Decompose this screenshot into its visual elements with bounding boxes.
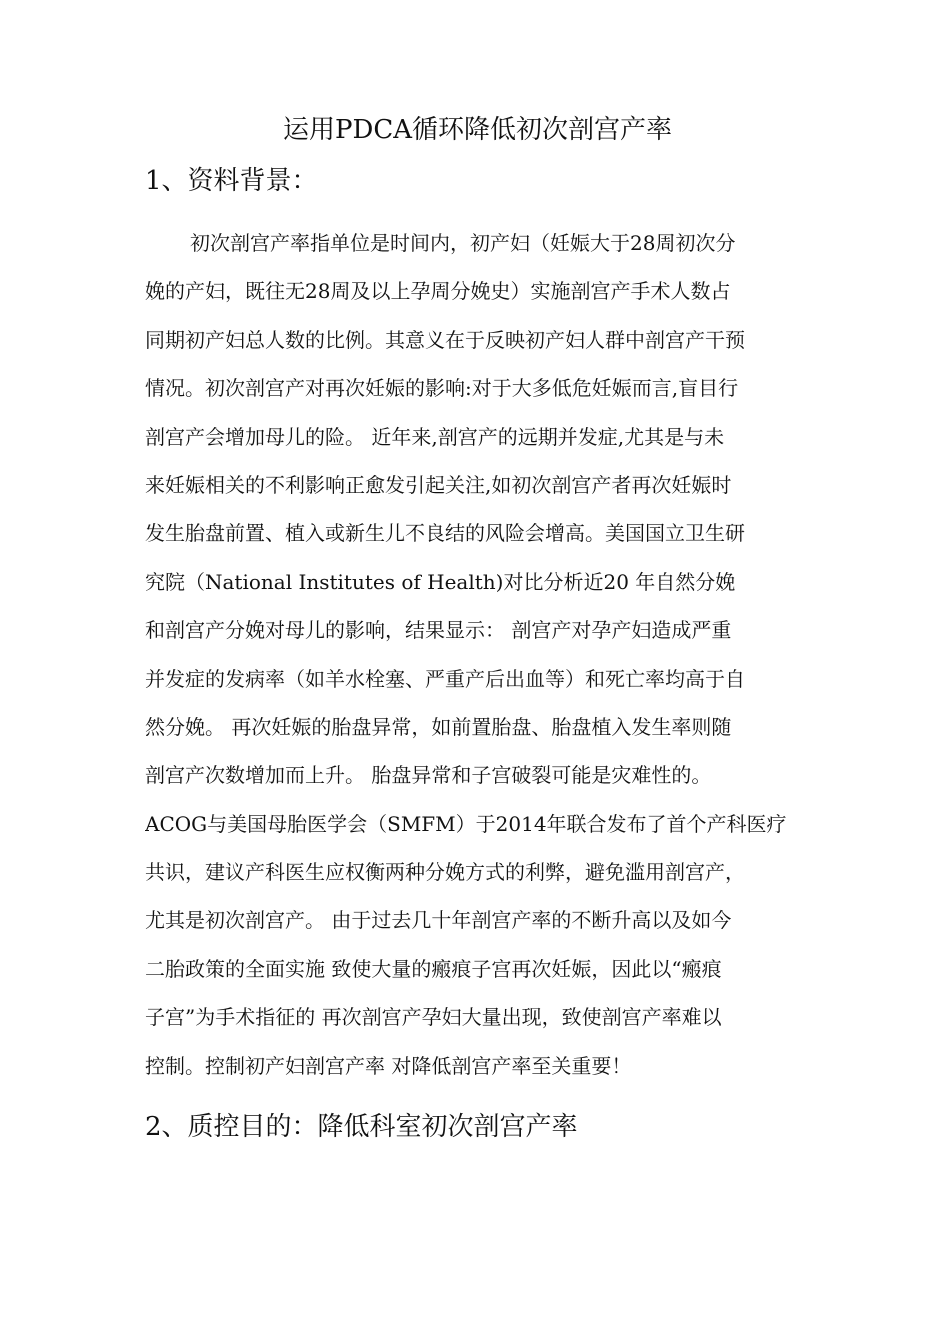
paragraph-line: 究院（National Institutes of Health)对比分析近20 年自然分娩	[145, 569, 736, 594]
paragraph-line: 然分娩。 再次妊娠的胎盘异常，如前置胎盘、胎盘植入发生率则随	[145, 714, 732, 739]
paragraph-line: 子宫”为手术指征的 再次剖宫产孕妇大量出现，致使剖宫产率难以	[145, 1005, 722, 1030]
paragraph-line: 情况。初次剖宫产对再次妊娠的影响:对于大多低危妊娠而言,盲目行	[145, 376, 739, 401]
paragraph-line: 同期初产妇总人数的比例。其意义在于反映初产妇人群中剖宫产干预	[145, 327, 745, 352]
document-title: 运用PDCA循环降低初次剖宫产率	[282, 115, 672, 145]
section-heading-background: 1、资料背景：	[145, 166, 318, 196]
paragraph-line: 共识，建议产科医生应权衡两种分娩方式的利弊，避免滥用剖宫产，	[145, 860, 745, 885]
paragraph-line: 尤其是初次剖宫产。 由于过去几十年剖宫产率的不断升高以及如今	[145, 908, 732, 933]
paragraph-line: 控制。控制初产妇剖宫产率 对降低剖宫产率至关重要！	[145, 1053, 632, 1078]
paragraph-line: 并发症的发病率（如羊水栓塞、严重产后出血等）和死亡率均高于自	[145, 666, 745, 691]
paragraph-line: 剖宫产会增加母儿的险。 近年来,剖宫产的远期并发症,尤其是与未	[145, 424, 725, 449]
background-paragraph	[145, 219, 810, 1090]
paragraph-line: 和剖宫产分娩对母儿的影响，结果显示： 剖宫产对孕产妇造成严重	[145, 618, 732, 643]
paragraph-line: 娩的产妇，既往无28周及以上孕周分娩史）实施剖宫产手术人数占	[145, 279, 731, 304]
section-heading-objective: 2、质控目的：降低科室初次剖宫产率	[145, 1112, 578, 1142]
paragraph-line: 二胎政策的全面实施 致使大量的瘢痕子宫再次妊娠，因此以“瘢痕	[145, 956, 722, 981]
paragraph-line: 剖宫产次数增加而上升。 胎盘异常和子宫破裂可能是灾难性的。	[145, 763, 712, 788]
paragraph-line: ACOG与美国母胎医学会（SMFM）于2014年联合发布了首个产科医疗	[145, 811, 787, 836]
paragraph-line: 初次剖宫产率指单位是时间内，初产妇（妊娠大于28周初次分	[190, 231, 736, 255]
paragraph-line: 发生胎盘前置、植入或新生儿不良结的风险会增高。美国国立卫生研	[145, 521, 745, 546]
paragraph-line: 来妊娠相关的不利影响正愈发引起关注,如初次剖宫产者再次妊娠时	[145, 472, 732, 497]
